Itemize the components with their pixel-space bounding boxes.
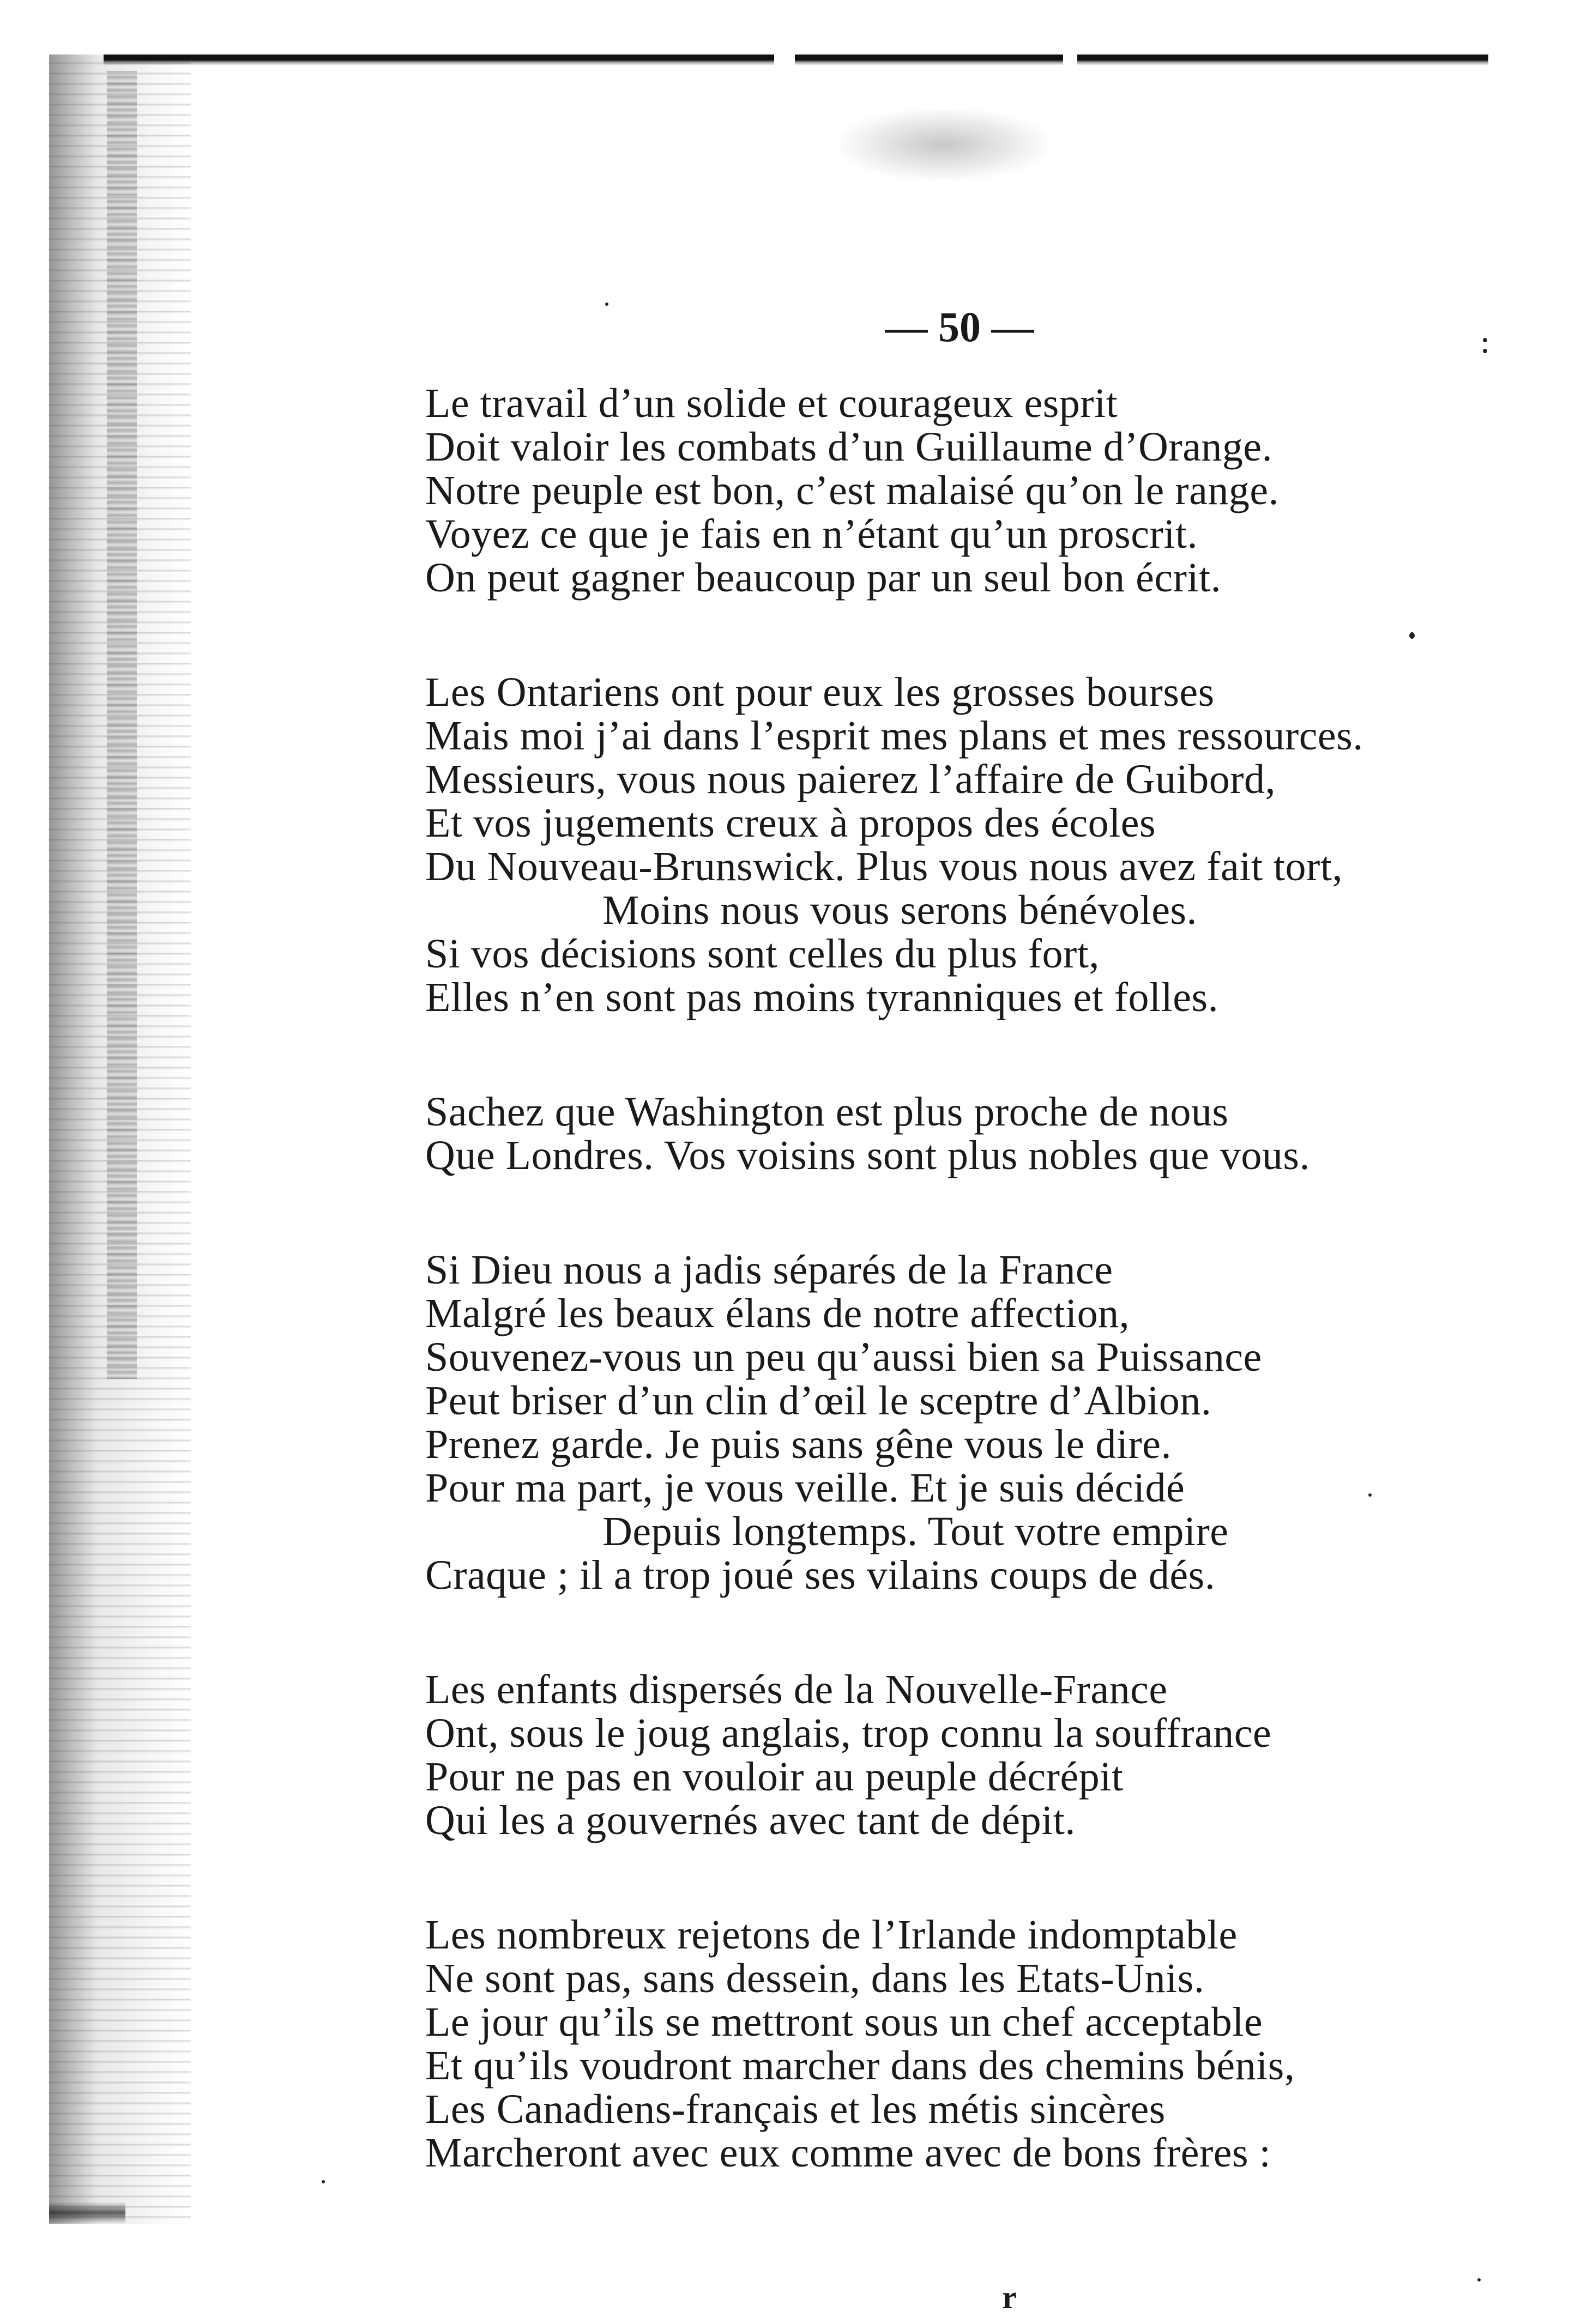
stanza <box>425 670 1505 1019</box>
verse-line: Malgré les beaux élans de notre affection, <box>425 1291 1130 1336</box>
top-rule-gap <box>774 52 795 69</box>
verse-line: Souvenez-vous un peu qu’aussi bien sa Puissance <box>425 1334 1262 1380</box>
verse-line: Mais moi j’ai dans l’esprit mes plans et mes ressources. <box>425 713 1363 759</box>
poem-body <box>425 382 1505 2175</box>
verse-line: Et vos jugements creux à propos des écoles <box>425 800 1156 846</box>
scan-speck <box>1477 2278 1481 2281</box>
page-number: — 50 — <box>885 303 1034 350</box>
verse-line: Ne sont pas, sans dessein, dans les Etats-Unis. <box>425 1956 1205 2001</box>
verse-line: Le travail d’un solide et courageux esprit <box>425 380 1118 426</box>
verse-line: Messieurs, vous nous paierez l’affaire de Guibord, <box>425 756 1276 802</box>
verse-line: Les enfants dispersés de la Nouvelle-France <box>425 1667 1168 1712</box>
verse-line: Craque ; il a trop joué ses vilains coups de dés. <box>425 1552 1216 1598</box>
verse-line: Doit valoir les combats d’un Guillaume d’Orange. <box>425 424 1273 470</box>
verse-line: On peut gagner beaucoup par un seul bon écrit. <box>425 555 1222 601</box>
stanza <box>425 1913 1505 2175</box>
verse-line: Que Londres. Vos voisins sont plus nobles que vous. <box>425 1133 1310 1178</box>
stanza <box>425 1668 1505 1842</box>
verse-line: Le jour qu’ils se mettront sous un chef acceptable <box>425 1999 1263 2045</box>
verse-line: Pour ne pas en vouloir au peuple décrépit <box>425 1754 1124 1800</box>
stanza <box>425 1248 1505 1597</box>
verse-line: Qui les a gouvernés avec tant de dépit. <box>425 1798 1076 1843</box>
verse-line: Voyez ce que je fais en n’étant qu’un proscrit. <box>425 511 1198 557</box>
verse-line: Si vos décisions sont celles du plus fort, <box>425 931 1100 977</box>
scan-smudge <box>840 109 1047 180</box>
scan-speck <box>1483 338 1487 342</box>
verse-line: Peut briser d’un clin d’œil le sceptre d’Albion. <box>425 1378 1212 1424</box>
verse-line: Depuis longtemps. Tout votre empire <box>602 1509 1229 1554</box>
scan-speck <box>1483 349 1487 353</box>
verse-line: Marcheront avec eux comme avec de bons frères : <box>425 2130 1271 2176</box>
top-rule <box>104 55 1488 65</box>
verse-line: Les Canadiens-français et les métis sincères <box>425 2086 1166 2132</box>
verse-line: Les nombreux rejetons de l’Irlande indomptable <box>425 1912 1238 1958</box>
verse-line: Prenez garde. Je puis sans gêne vous le dire. <box>425 1421 1172 1467</box>
verse-line: Ont, sous le joug anglais, trop connu la souffrance <box>425 1710 1272 1756</box>
verse-line: Sachez que Washington est plus proche de nous <box>425 1089 1229 1135</box>
verse-line: Elles n’en sont pas moins tyranniques et folles. <box>425 975 1219 1020</box>
footer-mark: r <box>1002 2279 1017 2315</box>
verse-line: Les Ontariens ont pour eux les grosses bourses <box>425 669 1215 715</box>
binding-edge-streak <box>107 71 137 1379</box>
verse-line: Et qu’ils voudront marcher dans des chemins bénis, <box>425 2043 1295 2089</box>
scan-speck <box>322 2180 325 2183</box>
stanza <box>425 382 1505 600</box>
top-rule-gap <box>1063 52 1077 69</box>
scan-speck <box>605 302 608 306</box>
scan-smudge <box>49 2202 125 2224</box>
verse-line: Du Nouveau-Brunswick. Plus vous nous avez fait tort, <box>425 844 1343 889</box>
verse-line: Pour ma part, je vous veille. Et je suis décidé <box>425 1465 1185 1511</box>
verse-line: Notre peuple est bon, c’est malaisé qu’on le range. <box>425 468 1280 513</box>
stanza <box>425 1090 1505 1177</box>
verse-line: Moins nous vous serons bénévoles. <box>602 887 1198 933</box>
verse-line: Si Dieu nous a jadis séparés de la France <box>425 1247 1113 1293</box>
